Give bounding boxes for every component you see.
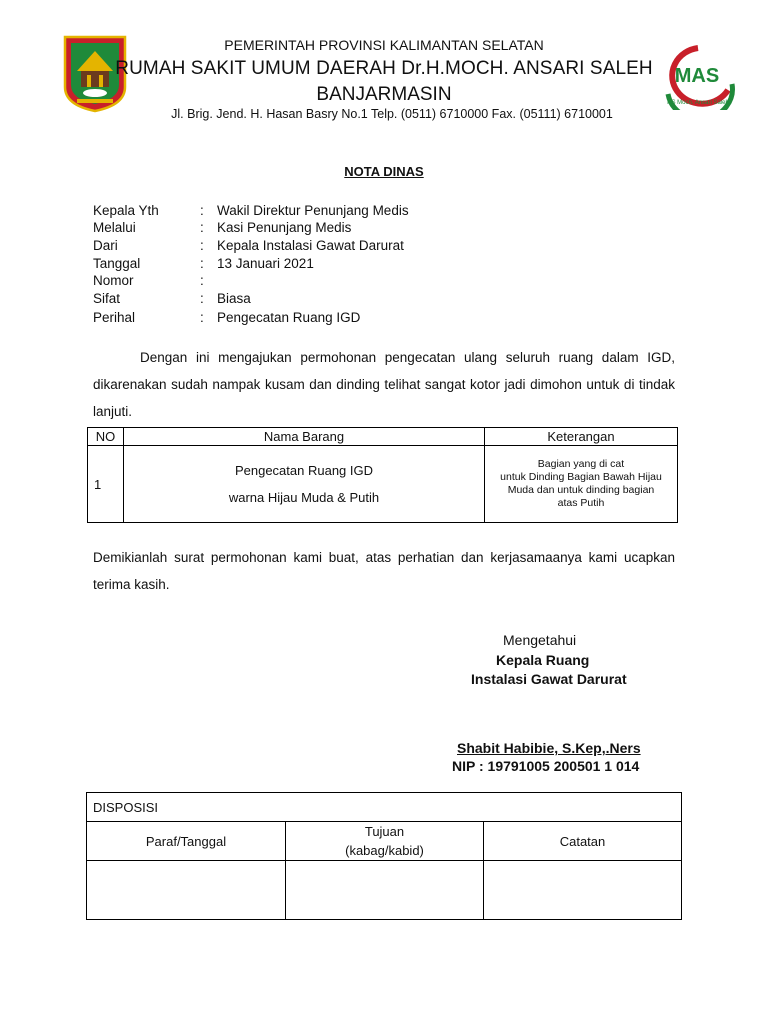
note-line: atas Putih — [557, 497, 605, 509]
table-row — [88, 446, 678, 523]
signer-nip: NIP : 19791005 200501 1 014 — [452, 758, 640, 774]
header-divider — [66, 128, 696, 129]
disposition-empty-row — [87, 861, 682, 920]
meta-value: Pengecatan Ruang IGD — [217, 310, 361, 325]
note-line: Muda dan untuk dinding bagian — [507, 484, 655, 496]
meta-key: Perihal — [93, 310, 136, 325]
tujuan-label: Tujuan — [364, 824, 405, 839]
header-note: Keterangan — [485, 428, 678, 446]
empty-cell — [286, 861, 484, 920]
tujuan-sublabel: (kabag/kabid) — [345, 843, 424, 858]
disposition-header-row — [87, 822, 682, 861]
city-name: BANJARMASIN — [316, 84, 452, 105]
document-title: NOTA DINAS — [344, 164, 424, 179]
meta-key: Dari — [93, 238, 118, 253]
meta-colon: : — [200, 220, 204, 235]
row-item-name — [124, 446, 485, 523]
acknowledge-label: Mengetahui — [503, 632, 577, 648]
body-intro: Dengan ini mengajukan permohonan pengecatan ulang seluruh ruang dalam IGD, dikarenakan sudah nampak kusam dan dinding telihat sangat kotor jadi dimohon untuk di tindak lanjuti. — [93, 350, 675, 419]
meta-colon: : — [200, 310, 204, 325]
logo-text: MAS — [674, 65, 720, 87]
disposition-table — [86, 792, 682, 920]
closing-paragraph: Demikianlah surat permohonan kami buat, atas perhatian dan kerjasamaanya kami ucapkan terima kasih. — [93, 550, 675, 592]
signer-unit: Instalasi Gawat Darurat — [471, 671, 627, 687]
disposition-title: DISPOSISI — [87, 793, 682, 822]
signer-role: Kepala Ruang — [496, 652, 590, 668]
meta-key: Melalui — [93, 220, 136, 235]
meta-value: Kepala Instalasi Gawat Darurat — [217, 238, 404, 253]
note-line: untuk Dinding Bagian Bawah Hijau — [500, 471, 662, 483]
hospital-address: Jl. Brig. Jend. H. Hasan Basry No.1 Telp. (0511) 6710000 Fax. (05111) 6710001 — [171, 107, 613, 121]
meta-colon: : — [200, 203, 204, 218]
disposition-col-catatan: Catatan — [484, 822, 682, 861]
disposition-col-paraf: Paraf/Tanggal — [87, 822, 286, 861]
header-item-name: Nama Barang — [124, 428, 485, 446]
disposition-col-tujuan — [286, 822, 484, 861]
empty-cell — [484, 861, 682, 920]
meta-colon: : — [200, 291, 204, 306]
hospital-name: RUMAH SAKIT UMUM DAERAH Dr.H.MOCH. ANSARI SALEH — [115, 58, 653, 79]
meta-key: Sifat — [93, 291, 121, 306]
signer-name: Shabit Habibie, S.Kep,.Ners — [457, 740, 641, 756]
item-name-line: warna Hijau Muda & Putih — [228, 490, 380, 505]
note-line: Bagian yang di cat — [537, 458, 625, 470]
meta-value: Kasi Penunjang Medis — [217, 220, 352, 235]
meta-colon: : — [200, 256, 204, 271]
table-header-row — [88, 428, 678, 446]
header-no: NO — [88, 428, 124, 446]
empty-cell — [87, 861, 286, 920]
meta-key: Kepala Yth — [93, 203, 159, 218]
meta-colon: : — [200, 273, 204, 288]
meta-colon: : — [200, 238, 204, 253]
meta-key: Tanggal — [93, 256, 141, 271]
meta-value: 13 Januari 2021 — [217, 256, 314, 271]
meta-value: Biasa — [217, 291, 251, 306]
logo-subtext: RS Moch. Ansari Saleh — [667, 100, 729, 106]
row-note — [485, 446, 678, 523]
meta-key: Nomor — [93, 273, 134, 288]
item-name-line: Pengecatan Ruang IGD — [234, 463, 374, 478]
province-name: PEMERINTAH PROVINSI KALIMANTAN SELATAN — [224, 37, 544, 53]
disposition-title-row — [87, 793, 682, 822]
meta-value: Wakil Direktur Penunjang Medis — [217, 203, 409, 218]
items-table — [87, 427, 678, 523]
row-no: 1 — [88, 446, 124, 523]
